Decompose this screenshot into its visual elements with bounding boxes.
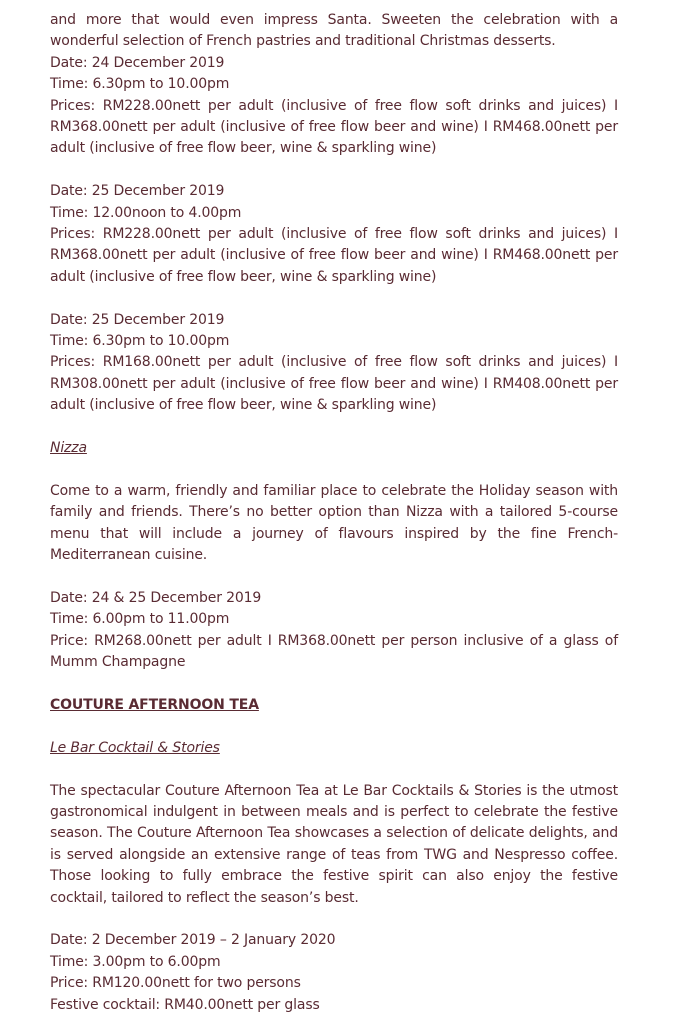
event-date: Date: 25 December 2019 bbox=[50, 311, 225, 328]
couture-cocktail-price: Festive cocktail: RM40.00nett per glass bbox=[50, 996, 320, 1013]
event-prices: Prices: RM168.00nett per adult (inclusive of free flow soft drinks and juices) I RM308.00nett per adult (inclusive of free flow beer and wine) I RM408.00nett per adult (inclusive of free flow beer, wine & sparkling wine) bbox=[50, 354, 618, 414]
nizza-section bbox=[50, 438, 618, 673]
spacer bbox=[50, 417, 618, 438]
spacer bbox=[50, 567, 618, 588]
intro-paragraph: and more that would even impress Santa. Sweeten the celebration with a wonderful selection of French pastries and traditional Christmas desserts. bbox=[50, 12, 618, 50]
couture-price: Price: RM120.00nett for two persons bbox=[50, 975, 301, 992]
couture-section bbox=[50, 695, 618, 1016]
event-date: Date: 25 December 2019 bbox=[50, 183, 225, 200]
event-prices: Prices: RM228.00nett per adult (inclusive of free flow soft drinks and juices) I RM368.00nett per adult (inclusive of free flow beer and wine) I RM468.00nett per adult (inclusive of free flow beer, wine & sparkling wine) bbox=[50, 226, 618, 285]
spacer bbox=[50, 716, 618, 737]
event-time: Time: 6.30pm to 10.00pm bbox=[50, 333, 230, 350]
spacer bbox=[50, 909, 618, 930]
spacer bbox=[50, 459, 618, 480]
spacer bbox=[50, 160, 618, 181]
nizza-price: Price: RM268.00nett per adult I RM368.00nett per person inclusive of a glass of Mumm Champagne bbox=[50, 632, 618, 671]
document-body bbox=[50, 10, 618, 1016]
couture-heading: COUTURE AFTERNOON TEA bbox=[50, 696, 259, 713]
event-block-3 bbox=[50, 310, 618, 417]
couture-date: Date: 2 December 2019 – 2 January 2020 bbox=[50, 932, 336, 949]
event-prices: Prices: RM228.00nett per adult (inclusive of free flow soft drinks and juices) I RM368.00nett per adult (inclusive of free flow beer and wine) I RM468.00nett per adult (inclusive of free flow beer, wine & sparkling wine) bbox=[50, 97, 618, 157]
couture-description: The spectacular Couture Afternoon Tea at Le Bar Cocktails & Stories is the utmost gastronomical indulgent in between meals and is perfect to celebrate the festive season. The Couture Afternoon Tea showcases a selection of delicate delights, and is served alongside an extensive range of teas from TWG and Nespresso coffee. Those looking to fully embrace the festive spirit can also enjoy the festive cocktail, tailored to reflect the season’s best. bbox=[50, 782, 618, 906]
event-time: Time: 12.00noon to 4.00pm bbox=[50, 204, 242, 221]
event-block-1 bbox=[50, 53, 618, 160]
nizza-description: Come to a warm, friendly and familiar place to celebrate the Holiday season with family and friends. There’s no better option than Nizza with a tailored 5-course menu that will include a journey of flavours inspired by the fine French- Mediterranean cuisine. bbox=[50, 482, 618, 564]
event-date: Date: 24 December 2019 bbox=[50, 54, 225, 71]
le-bar-venue-link[interactable]: Le Bar Cocktail & Stories bbox=[50, 739, 220, 756]
nizza-date: Date: 24 & 25 December 2019 bbox=[50, 589, 262, 606]
event-time: Time: 6.30pm to 10.00pm bbox=[50, 76, 230, 93]
nizza-time: Time: 6.00pm to 11.00pm bbox=[50, 611, 230, 628]
spacer bbox=[50, 674, 618, 695]
event-block-2 bbox=[50, 181, 618, 288]
couture-time: Time: 3.00pm to 6.00pm bbox=[50, 953, 221, 970]
spacer bbox=[50, 759, 618, 780]
nizza-title-link[interactable]: Nizza bbox=[50, 440, 87, 457]
spacer bbox=[50, 288, 618, 309]
